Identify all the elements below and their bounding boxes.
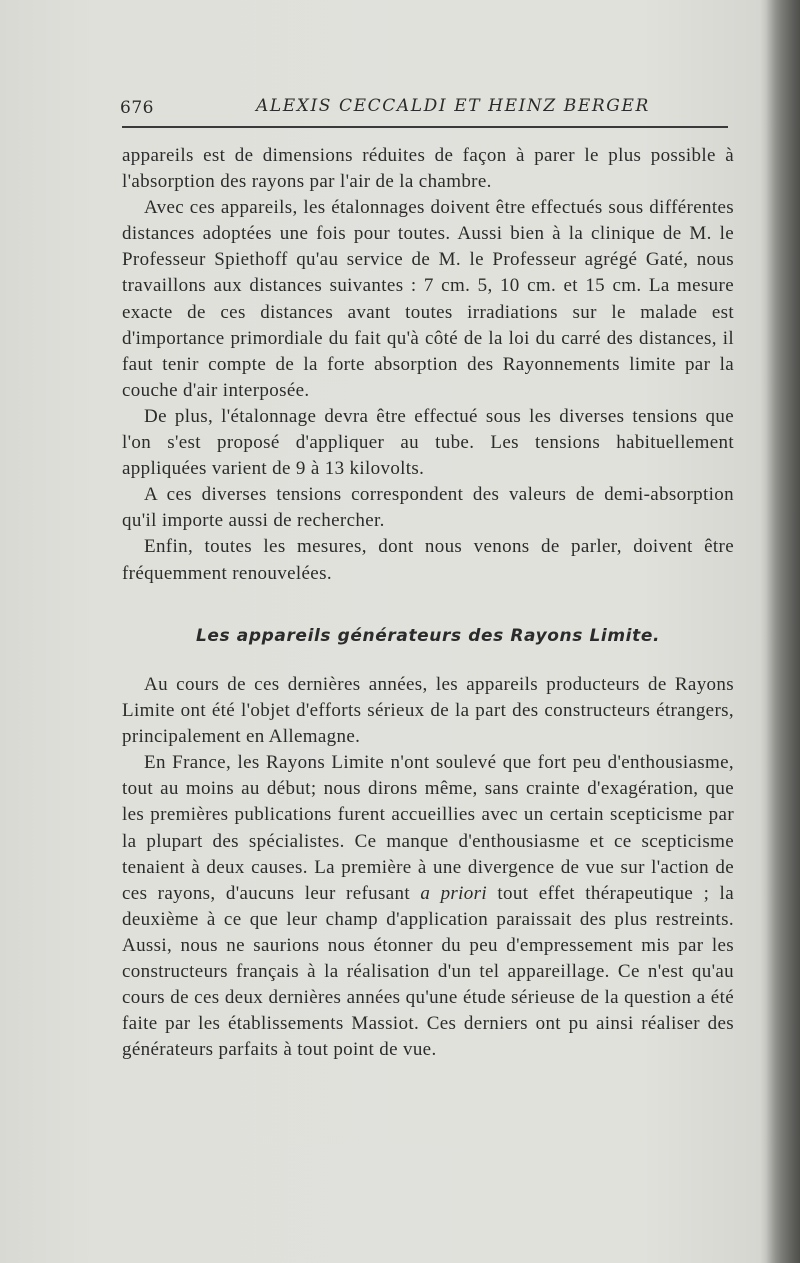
paragraph-text: tout effet thérapeutique ; la deuxième à ce que leur champ d'application paraissait des plus restreints. Aussi, nous ne saurions nous étonner du peu d'empressement mis par les constructeurs français à la réalisation d'un tel appareillage. Ce n'est qu'au cours de ces deux dernières années qu'une étude sérieuse de la question a été faite par les établissements Massiot. Ces derniers ont pu ainsi réaliser des générateurs parfaits à tout point de vue. <box>122 882 734 1061</box>
paragraph-text: En France, les Rayons Limite n'ont soulevé que fort peu d'enthousiasme, tout au moins au début; nous dirons même, sans crainte d'exagération, que les premières publications furent accueillies avec un certain scepticisme par la plupart des spécialistes. Ce manque d'enthousiasme et ce scepticisme tenaient à deux causes. La première à une divergence de vue sur l'action de ces rayons, d'aucuns leur refusant <box>122 752 734 904</box>
page-number: 676 <box>120 98 154 118</box>
paragraph: Enfin, toutes les mesures, dont nous venons de parler, doivent être fréquemment renouvelées. <box>122 536 734 584</box>
paragraph: appareils est de dimensions réduites de façon à parer le plus possible à l'absorption des rayons par l'air de la chambre. <box>122 145 734 193</box>
section-title: Les appareils générateurs des Rayons Limite. <box>195 626 661 646</box>
binding-shadow <box>766 0 800 1263</box>
section-one-body <box>122 143 734 587</box>
paragraph: A ces diverses tensions correspondent des valeurs de demi-absorption qu'il importe aussi de rechercher. <box>122 484 734 532</box>
page-header <box>120 96 730 126</box>
paragraph: De plus, l'étalonnage devra être effectué sous les diverses tensions que l'on s'est proposé d'appliquer au tube. Les tensions habituellement appliquées varient de 9 à 13 kilovolts. <box>122 405 734 480</box>
header-rule <box>122 126 728 128</box>
running-head: ALEXIS CECCALDI ET HEINZ BERGER <box>256 96 650 116</box>
section-two-body <box>122 672 734 1063</box>
italic-phrase: a priori <box>420 882 488 904</box>
paragraph: Au cours de ces dernières années, les appareils producteurs de Rayons Limite ont été l'objet d'efforts sérieux de la part des constructeurs étrangers, principalement en Allemagne. <box>122 674 734 748</box>
paragraph: Avec ces appareils, les étalonnages doivent être effectués sous différentes distances adoptées une fois pour toutes. Aussi bien à la clinique de M. le Professeur Spiethoff qu'au service de M. le Professeur agrégé Gaté, nous travaillons aux distances suivantes : 7 cm. 5, 10 cm. et 15 cm. La mesure exacte de ces distances avant toutes irradiations sur le malade est d'importance primordiale du fait qu'à côté de la loi du carré des distances, il faut tenir compte de la forte absorption des Rayonnements limite par la couche d'air interposée. <box>122 197 734 401</box>
paragraph <box>122 750 734 1063</box>
